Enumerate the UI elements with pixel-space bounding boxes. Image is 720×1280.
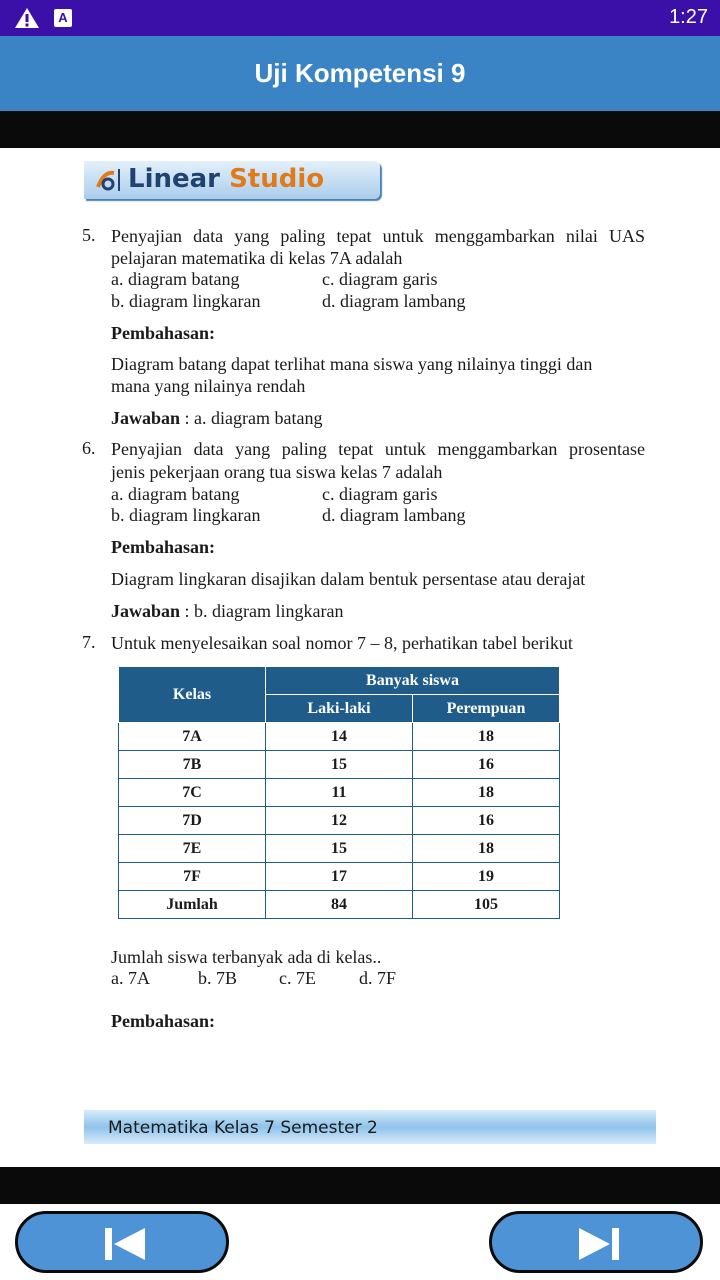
table-row <box>119 863 560 891</box>
table-row <box>119 723 560 751</box>
question-5-text-line1: Penyajian data yang paling tepat untuk menggambarkan nilai UAS <box>111 226 645 246</box>
status-time: 1:27 <box>669 6 708 28</box>
question-5-option-a: a. diagram batang <box>111 269 240 289</box>
question-6-pembahasan-label: Pembahasan: <box>111 537 216 557</box>
previous-page-button[interactable] <box>15 1211 229 1273</box>
table-cell-laki: 12 <box>266 807 413 835</box>
question-6-option-d: d. diagram lambang <box>322 505 466 525</box>
table-row <box>119 807 560 835</box>
student-count-table <box>118 666 560 919</box>
table-cell-jumlah-label: Jumlah <box>119 891 266 919</box>
document-page[interactable] <box>0 148 720 1167</box>
question-5-option-c: c. diagram garis <box>322 269 438 289</box>
question-6-text-line1: Penyajian data yang paling tepat untuk menggambarkan prosentase <box>111 439 645 459</box>
table-header-banyak-siswa: Banyak siswa <box>266 667 560 695</box>
table-cell-perempuan: 16 <box>413 751 560 779</box>
question-7-followup: Jumlah siswa terbanyak ada di kelas.. <box>111 947 382 967</box>
page-title: Uji Kompetensi 9 <box>254 58 466 88</box>
question-5-pembahasan-label: Pembahasan: <box>111 323 216 343</box>
table-cell-jumlah-laki: 84 <box>266 891 413 919</box>
table-cell-laki: 14 <box>266 723 413 751</box>
question-6-jawaban: Jawaban : b. diagram lingkaran <box>111 601 344 621</box>
table-cell-kelas: 7B <box>119 751 266 779</box>
question-7-option-b: b. 7B <box>198 968 238 988</box>
question-6-option-c: c. diagram garis <box>322 484 438 504</box>
table-cell-perempuan: 18 <box>413 835 560 863</box>
question-5-jawaban: Jawaban : a. diagram batang <box>111 408 323 428</box>
linear-studio-logo <box>84 161 380 199</box>
question-5-text-line2: pelajaran matematika di kelas 7A adalah <box>111 248 403 268</box>
question-7-option-d: d. 7F <box>359 968 397 988</box>
question-6-pembahasan-line1: Diagram lingkaran disajikan dalam bentuk persentase atau derajat <box>111 569 586 589</box>
page-footer <box>84 1110 656 1144</box>
question-6-text-line2: jenis pekerjaan orang tua siswa kelas 7 adalah <box>111 462 443 482</box>
next-page-button[interactable] <box>489 1211 703 1273</box>
question-6-number: 6. <box>82 438 96 458</box>
footer-text: Matematika Kelas 7 Semester 2 <box>108 1118 378 1138</box>
table-row <box>119 835 560 863</box>
table-cell-perempuan: 16 <box>413 807 560 835</box>
table-cell-jumlah-perempuan: 105 <box>413 891 560 919</box>
table-cell-laki: 17 <box>266 863 413 891</box>
table-cell-perempuan: 19 <box>413 863 560 891</box>
status-bar <box>0 0 720 36</box>
table-cell-laki: 11 <box>266 779 413 807</box>
table-row <box>119 751 560 779</box>
table-cell-kelas: 7C <box>119 779 266 807</box>
question-7-text-line1: Untuk menyelesaikan soal nomor 7 – 8, perhatikan tabel berikut <box>111 633 573 653</box>
logo-text: Linear Studio <box>128 164 325 194</box>
question-5-pembahasan-line2: mana yang nilainya rendah <box>111 376 306 396</box>
top-divider <box>0 111 720 148</box>
question-5-option-b: b. diagram lingkaran <box>111 291 261 311</box>
question-7-number: 7. <box>82 632 96 652</box>
question-7-option-a: a. 7A <box>111 968 150 988</box>
skip-next-icon <box>577 1226 621 1262</box>
table-row-total <box>119 891 560 919</box>
table-cell-kelas: 7D <box>119 807 266 835</box>
skip-previous-icon <box>103 1226 147 1262</box>
table-row <box>119 779 560 807</box>
question-5-number: 5. <box>82 225 96 245</box>
question-7-pembahasan-label: Pembahasan: <box>111 1011 216 1031</box>
question-6-option-a: a. diagram batang <box>111 484 240 504</box>
logo-mark-icon <box>94 167 122 193</box>
table-cell-perempuan: 18 <box>413 779 560 807</box>
table-cell-kelas: 7F <box>119 863 266 891</box>
question-7-option-c: c. 7E <box>279 968 316 988</box>
table-cell-kelas: 7E <box>119 835 266 863</box>
question-5-option-d: d. diagram lambang <box>322 291 466 311</box>
table-cell-laki: 15 <box>266 835 413 863</box>
table-cell-perempuan: 18 <box>413 723 560 751</box>
table-cell-kelas: 7A <box>119 723 266 751</box>
question-6-option-b: b. diagram lingkaran <box>111 505 261 525</box>
app-bar <box>0 36 720 111</box>
table-cell-laki: 15 <box>266 751 413 779</box>
question-5-pembahasan-line1: Diagram batang dapat terlihat mana siswa yang nilainya tinggi dan <box>111 354 593 374</box>
bottom-divider <box>0 1167 720 1204</box>
table-header-kelas: Kelas <box>119 667 266 723</box>
warning-icon <box>14 7 40 29</box>
table-header-perempuan: Perempuan <box>413 695 560 723</box>
a-icon: A <box>54 9 72 27</box>
table-header-laki: Laki-laki <box>266 695 413 723</box>
